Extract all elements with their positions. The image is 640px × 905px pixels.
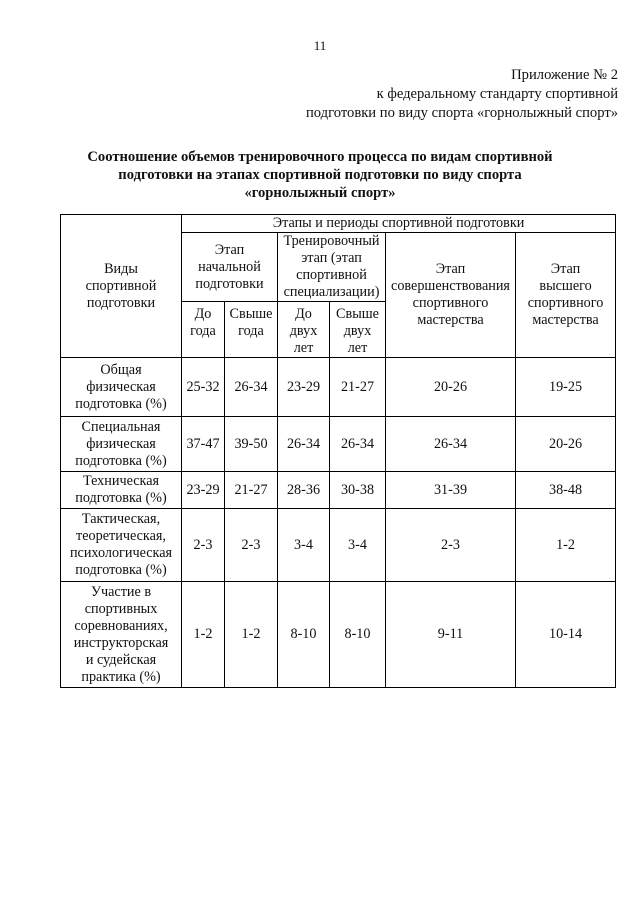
row-label: Специальная физическая подготовка (%) [61,417,182,472]
table-cell: 8-10 [330,582,386,688]
table-cell: 38-48 [516,472,616,509]
stage-initial-header: Этап начальной подготовки [182,233,278,302]
appendix-line: подготовки по виду спорта «горнолыжный спорт» [306,105,618,121]
table-cell: 39-50 [225,417,278,472]
table-cell: 10-14 [516,582,616,688]
table-cell: 23-29 [278,358,330,417]
table-cell: 8-10 [278,582,330,688]
row-label: Участие в спортивных соревнованиях, инструкторская и судейская практика (%) [61,582,182,688]
row-label: Тактическая, теоретическая, психологическая подготовка (%) [61,509,182,582]
table-cell: 26-34 [278,417,330,472]
table-row [61,509,616,582]
title-line: подготовки на этапах спортивной подготовки по виду спорта [118,167,522,183]
table-row [61,417,616,472]
table-cell: 23-29 [182,472,225,509]
title-line: «горнолыжный спорт» [244,185,396,201]
table-cell: 31-39 [386,472,516,509]
stage-highest-header: Этап высшего спортивного мастерства [516,233,616,358]
page-number: 11 [313,38,327,53]
row-label: Техническая подготовка (%) [61,472,182,509]
table-cell: 21-27 [225,472,278,509]
table-cell: 30-38 [330,472,386,509]
table-row [61,472,616,509]
training-ratio-table [60,214,616,688]
table-cell: 25-32 [182,358,225,417]
table-cell: 26-34 [225,358,278,417]
table-cell: 3-4 [278,509,330,582]
table-cell: 20-26 [516,417,616,472]
table-cell: 1-2 [516,509,616,582]
table-cell: 9-11 [386,582,516,688]
table-cell: 2-3 [386,509,516,582]
subheader-upto-two-years: До двух лет [278,302,330,358]
appendix-header [306,66,618,123]
appendix-line: Приложение № 2 [511,67,618,83]
table-row [61,582,616,688]
subheader-over-two-years: Свыше двух лет [330,302,386,358]
table-cell: 26-34 [386,417,516,472]
table-row [61,358,616,417]
stage-improvement-header: Этап совершенствования спортивного мастерства [386,233,516,358]
appendix-line: к федеральному стандарту спортивной [376,86,618,102]
row-label: Общая физическая подготовка (%) [61,358,182,417]
title-line: Соотношение объемов тренировочного процесса по видам спортивной [87,149,553,165]
subheader-upto-year: До года [182,302,225,358]
sport-type-header: Виды спортивной подготовки [61,215,182,358]
table-cell: 19-25 [516,358,616,417]
table-cell: 20-26 [386,358,516,417]
subheader-over-year: Свыше года [225,302,278,358]
table-cell: 26-34 [330,417,386,472]
stages-group-header: Этапы и периоды спортивной подготовки [182,215,616,233]
table-cell: 21-27 [330,358,386,417]
table-cell: 2-3 [182,509,225,582]
table-cell: 1-2 [225,582,278,688]
stage-training-header: Тренировочный этап (этап спортивной специализации) [278,233,386,302]
table-cell: 28-36 [278,472,330,509]
table-cell: 2-3 [225,509,278,582]
table-cell: 1-2 [182,582,225,688]
document-title [60,148,580,202]
table-cell: 37-47 [182,417,225,472]
table-cell: 3-4 [330,509,386,582]
